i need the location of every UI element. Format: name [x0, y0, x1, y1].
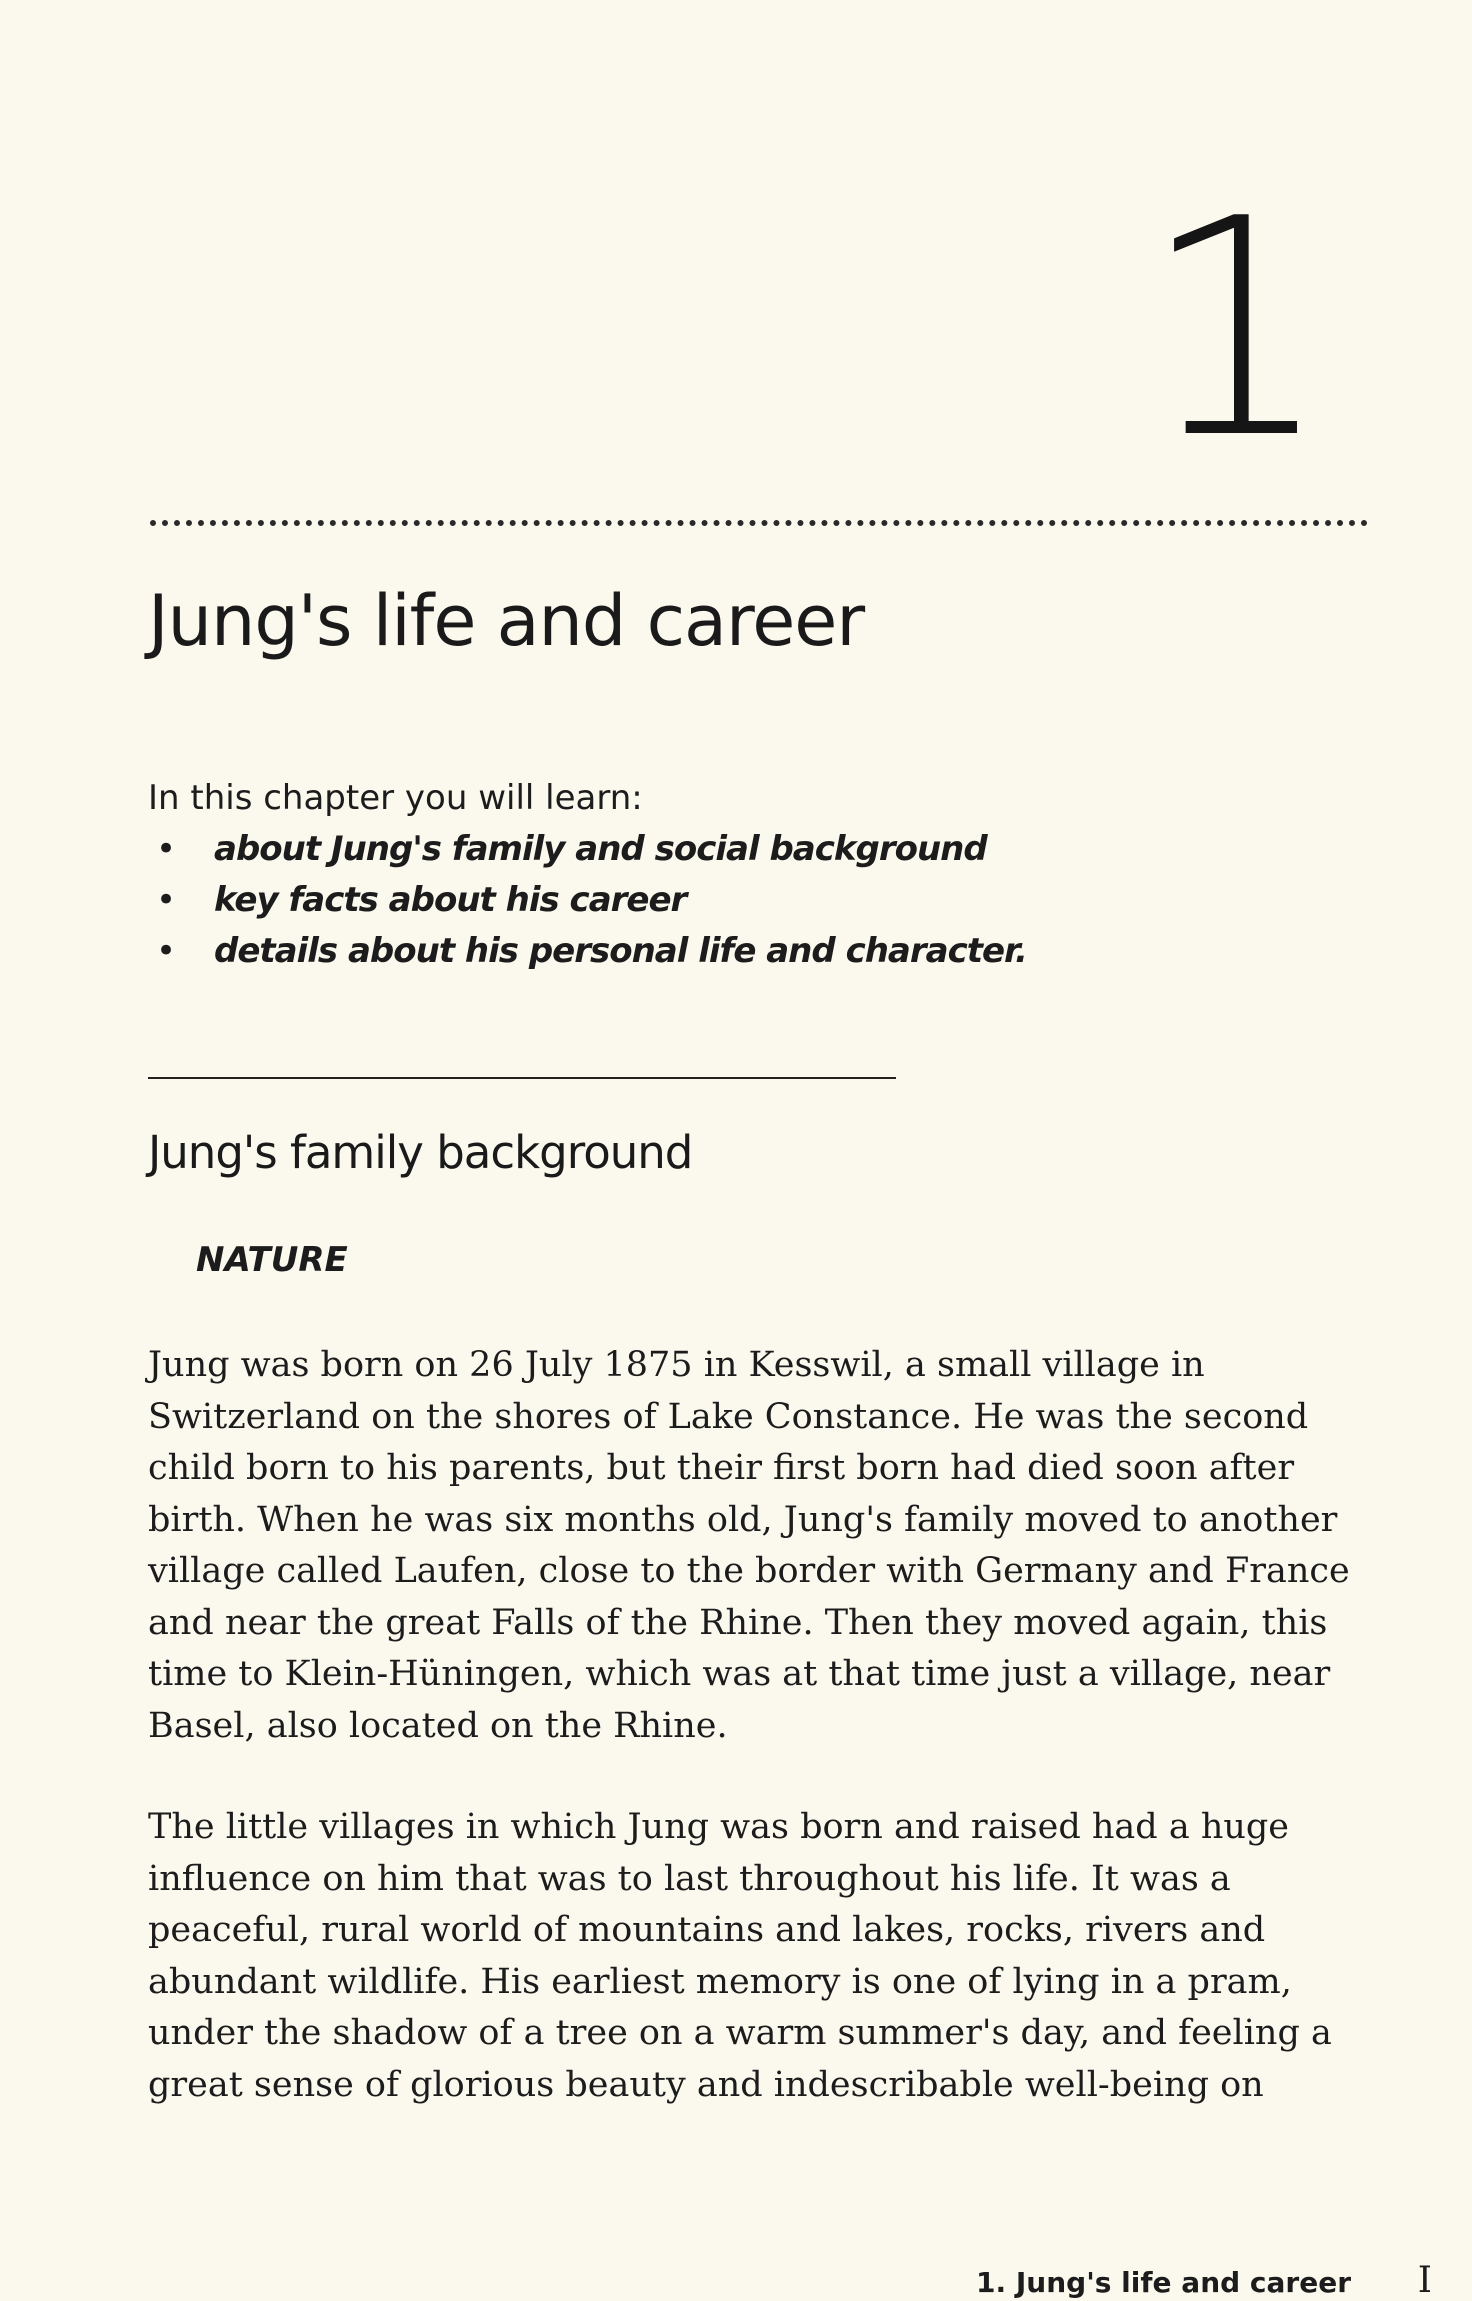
section-heading: Jung's family background	[148, 1126, 693, 1179]
subsection-heading: NATURE	[196, 1240, 348, 1280]
objective-item	[148, 875, 1027, 926]
chapter-title: Jung's life and career	[148, 580, 865, 662]
section-divider	[148, 1077, 896, 1079]
chapter-number: 1	[1141, 155, 1324, 504]
objectives-list	[148, 824, 1027, 977]
objective-text: key facts about his career	[214, 880, 687, 920]
bullet: •	[156, 880, 176, 920]
objective-text: about Jung's family and social background	[214, 829, 987, 869]
bullet: •	[156, 829, 176, 869]
objective-item	[148, 824, 1027, 875]
running-footer-title: 1. Jung's life and career	[976, 2266, 1352, 2299]
page-number: I	[1417, 2260, 1432, 2301]
objective-item	[148, 926, 1027, 977]
body-paragraph: The little villages in which Jung was born and raised had a huge influence on him that was to last throughout his life. It was a peaceful, rural world of mountains and lakes, rocks, rivers and abundant wildlife. His earliest memory is one of lying in a pram, under the shadow of a tree on a warm summer's day, and feeling a great sense of glorious beauty and indescribable well-being on	[148, 1807, 1332, 2105]
objective-text: details about his personal life and character.	[214, 931, 1027, 971]
intro-lead: In this chapter you will learn:	[148, 778, 643, 818]
dotted-divider	[150, 520, 1368, 526]
bullet: •	[156, 931, 176, 971]
body-paragraph: Jung was born on 26 July 1875 in Kesswil, a small village in Switzerland on the shores of Lake Constance. He was the second child born to his parents, but their first born had died soon after birth. When he was six months old, Jung's family moved to another village called Laufen, close to the border with Germany and France and near the great Falls of the Rhine. Then they moved again, this time to Klein-Hüningen, which was at that time just a village, near Basel, also located on the Rhine.	[148, 1345, 1350, 1746]
